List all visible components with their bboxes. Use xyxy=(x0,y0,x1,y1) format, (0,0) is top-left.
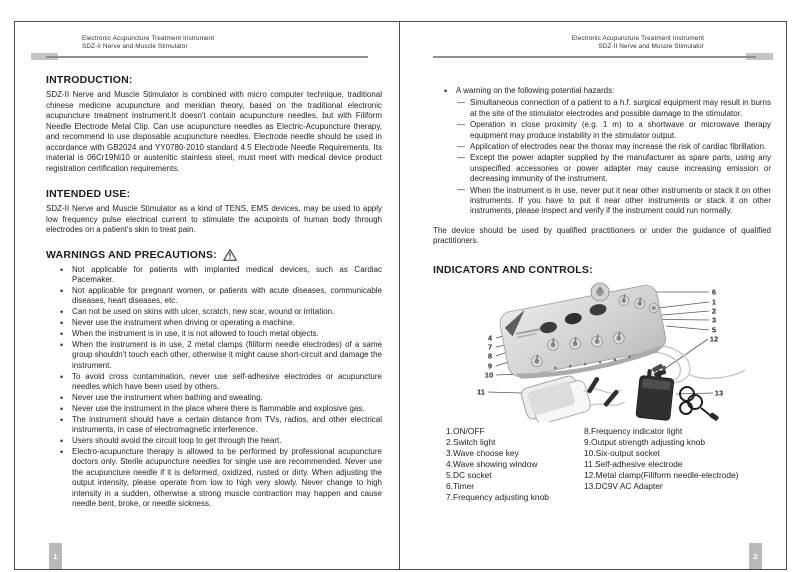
warning-item: • Not applicable for patients with implanted medical devices, such as Cardiac Pacemaker. xyxy=(60,265,382,286)
introduction-heading: INTRODUCTION: xyxy=(46,74,133,86)
callout-6: 6 xyxy=(711,287,717,297)
header-line-2: SDZ-II Nerve and Muscle Stimulator xyxy=(82,43,188,50)
warning-item: • Never use the instrument in the place where there is flammable and explosive gas. xyxy=(60,404,382,414)
header-line-1: Electronic Acupuncture Treatment Instrument xyxy=(571,35,704,42)
hazard-item: — Application of electrodes near the thorax may increase the risk of cardiac fibrillation. xyxy=(459,142,771,152)
callout-11: 11 xyxy=(476,387,486,397)
warning-item: • When the instrument is in use, it is not allowed to touch metal objects. xyxy=(60,329,382,339)
warning-item: • When the instrument is in use, 2 metal clamps (filiform needle electrodes) of a same group shouldn't touch each other, otherwise it might cause short-circuit and damage the instrument. xyxy=(60,340,382,371)
controls-legend xyxy=(446,426,771,503)
legend-item: 1.ON/OFF xyxy=(446,425,485,436)
warnings-heading-text: WARNINGS AND PRECAUTIONS: xyxy=(46,248,217,261)
legend-item: 2.Switch light xyxy=(446,436,496,447)
header-rule xyxy=(433,56,756,58)
legend-column-left xyxy=(446,426,584,503)
hazard-item: — Simultaneous connection of a patient to a h.f. surgical equipment may result in burns at the site of the stimulator electrodes and possible damage to the stimulator. xyxy=(459,98,771,119)
device-figure xyxy=(433,282,776,422)
header-line-1: Electronic Acupuncture Treatment Instrument xyxy=(82,35,215,42)
callout-5: 5 xyxy=(711,325,717,335)
adapter-plug xyxy=(709,412,719,421)
legend-item: 4.Wave showing window xyxy=(446,458,538,469)
warning-item: • Electro-acupuncture therapy is allowed to be performed by professional acupuncture doctors only. Sterile acupuncture needles for single use are recommended. Never use the acupuncture needle if it is deformed, oxidized, rusted or dirty. When adjusting the output intensity, please operate from low to high very slowly. Never change to high intensity in a sudden, otherwise a strong muscle contraction may happen and cause needle bent, broke, or needle sickness. xyxy=(60,447,382,509)
legend-item: 8.Frequency indicator light xyxy=(584,425,683,436)
warning-item: • Never use the instrument when bathing and sweating. xyxy=(60,393,382,403)
device-body xyxy=(498,283,669,386)
callout-8: 8 xyxy=(487,351,493,361)
hazard-item: — Except the power adapter supplied by the manufacturer as spare parts, using any unspecified accessories or power adapter may cause increasing emission or decreasing immunity of the instrument. xyxy=(459,153,771,184)
timer-knob xyxy=(591,283,609,301)
legend-column-right xyxy=(584,426,739,503)
legend-item: 7.Frequency adjusting knob xyxy=(446,491,549,502)
warning-item: • Not applicable for pregnant women, or patients with acute diseases, communicable diseases, heart diseases, etc. xyxy=(60,286,382,307)
header-title-block xyxy=(572,35,704,51)
warnings-list xyxy=(60,265,382,510)
legend-item: 6.Timer xyxy=(446,480,475,491)
hazard-item: — Operation in close proximity (e.g. 1 m) to a shortwave or microwave therapy equipment may produce instability in the stimulator output. xyxy=(459,120,771,141)
header-rule xyxy=(46,56,368,58)
callout-1: 1 xyxy=(711,297,717,307)
warning-item: • The instrument should have a certain distance from TVs, radios, and other electrical instruments, in case of electromagnetic interference. xyxy=(60,415,382,436)
page-number-2: 2 xyxy=(749,543,762,569)
legend-item: 9.Output strength adjusting knob xyxy=(584,436,706,447)
callout-12: 12 xyxy=(709,334,719,344)
adapter-cable xyxy=(680,387,713,418)
header-title-block xyxy=(82,35,214,51)
legend-item: 13.DC9V AC Adapter xyxy=(584,480,663,491)
warnings-heading xyxy=(46,249,382,261)
hazard-item: — When the instrument is in use, never put it near other instruments or stack it on other instruments. If you have to put it near other instruments or stack it on other instruments, please inspect and verify if the instrument could run normally. xyxy=(459,186,771,217)
page-2-content xyxy=(433,61,771,503)
page-number-1: 1 xyxy=(49,543,62,569)
warning-item: • To avoid cross contamination, never use self-adhesive electrodes or acupuncture needles which have been used by others. xyxy=(60,372,382,393)
page-1 xyxy=(15,22,400,569)
callout-2: 2 xyxy=(711,306,717,316)
manual-spread xyxy=(14,21,787,570)
hazard-intro-list xyxy=(444,86,771,96)
hazard-intro: • A warning on the following potential hazards: xyxy=(444,86,771,96)
legend-item: 10.Six-output socket xyxy=(584,447,660,458)
warning-triangle-icon xyxy=(223,249,237,261)
callout-9: 9 xyxy=(487,361,493,371)
page-2 xyxy=(400,22,786,569)
callout-3: 3 xyxy=(711,315,717,325)
page-2-header xyxy=(400,22,786,61)
header-line-2: SDZ-II Nerve and Muscle Stimulator xyxy=(598,43,704,50)
legend-item: 5.DC socket xyxy=(446,469,492,480)
self-adhesive-electrodes xyxy=(520,372,592,422)
warning-item: • Never use the instrument when driving or operating a machine. xyxy=(60,318,382,328)
callout-7: 7 xyxy=(487,342,493,352)
warning-item: • Can not be used on skins with ulcer, scratch, new scar, wound or irritation. xyxy=(60,307,382,317)
intended-use-heading: INTENDED USE: xyxy=(46,188,131,200)
qualified-practitioners-note: The device should be used by qualified practitioners or under the guidance of qualified practitioners. xyxy=(433,225,771,246)
legend-item: 12.Metal clamp(Filiform needle-electrode) xyxy=(584,469,739,480)
legend-item: 11.Self-adhesive electrode xyxy=(584,458,683,469)
warning-item: • Users should avoid the circuit loop to get through the heart. xyxy=(60,436,382,446)
introduction-paragraph: SDZ-II Nerve and Muscle Stimulator is combined with micro computer technique, traditional chinese medicine acupuncture and meridian theory, based on the traditional electronic acupuncture treatment instrument.It doesn't contain acupuncture needles, but with Filiform Needle Electrode Metal Clip. Can use acupuncture needles as Electric-Acupuncture therapy, and recommend to use disposable acupuncture needles. Electrode needle should be used in accordance with GB2024 and YY0780-2010 standard 4.5 Electrode Needle Requirements. Its material is 06Cr19Ni10 or austenitic stainless steel, must meet with medical device product registration certification requirements. xyxy=(46,90,382,173)
indicators-controls-heading: INDICATORS AND CONTROLS: xyxy=(433,263,593,276)
page-1-header xyxy=(15,22,399,61)
hazard-list xyxy=(459,98,771,216)
legend-item: 3.Wave choose key xyxy=(446,447,519,458)
needle-connectors xyxy=(587,376,620,407)
device-illustration xyxy=(433,282,776,422)
page-1-content xyxy=(46,61,382,510)
intended-use-paragraph: SDZ-II Nerve and Muscle Stimulator as a kind of TENS, EMS devices, may be used to apply low frequency pulse electrical current to stimulate the acupoints of human body through electrodes on a patient's skin to treat pain. xyxy=(46,204,382,234)
callout-4: 4 xyxy=(487,333,493,343)
callout-13: 13 xyxy=(714,388,724,398)
callout-10: 10 xyxy=(484,370,494,380)
